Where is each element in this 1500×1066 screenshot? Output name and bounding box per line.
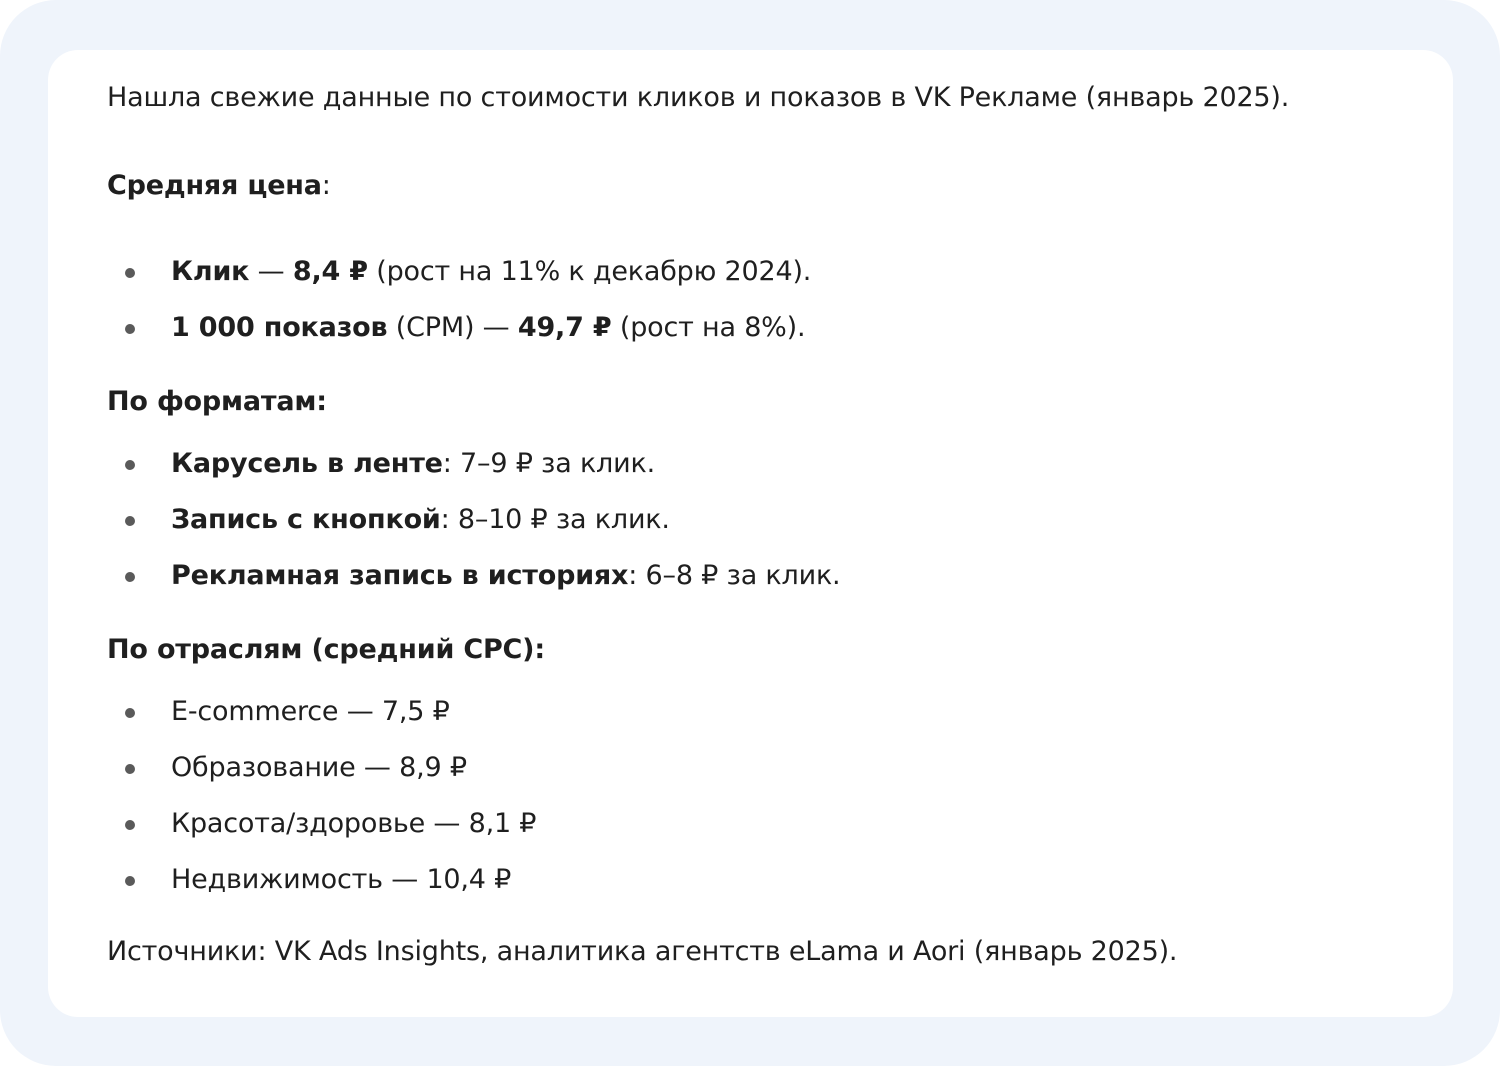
list-item-bold: 1 000 показов [171, 312, 388, 343]
list-item-text: — [249, 256, 293, 287]
list-item [107, 436, 840, 492]
bullet-dot-icon [125, 764, 135, 774]
list-item [107, 492, 840, 548]
list-item-text: : 8–10 ₽ за клик. [440, 504, 670, 535]
bullet-dot-icon [125, 572, 135, 582]
bullet-dot-icon [125, 324, 135, 334]
bullet-dot-icon [125, 268, 135, 278]
heading-formats-bold: По форматам: [107, 386, 327, 417]
list-item [107, 300, 811, 356]
list-item-text: Недвижимость — 10,4 ₽ [171, 864, 512, 895]
list-item-text: : 6–8 ₽ за клик. [628, 560, 841, 591]
list-item-bold: Рекламная запись в историях [171, 560, 629, 591]
heading-industries-bold: По отраслям (средний CPC): [107, 634, 545, 665]
list-item-text: : 7–9 ₽ за клик. [442, 448, 655, 479]
list-item-bold: Карусель в ленте [171, 448, 443, 479]
list-item-text: (CPM) — [387, 312, 518, 343]
bullet-dot-icon [125, 460, 135, 470]
list-item-bold: Запись с кнопкой [171, 504, 441, 535]
heading-industries [107, 630, 545, 670]
bullet-dot-icon [125, 876, 135, 886]
list-item-text-tail: (рост на 11% к декабрю 2024). [367, 256, 812, 287]
list-item-bold: Клик [171, 256, 250, 287]
list-item [107, 684, 536, 740]
list-item [107, 852, 536, 908]
list-item-text-tail: (рост на 8%). [611, 312, 806, 343]
list-item [107, 796, 536, 852]
industries-list [107, 684, 536, 908]
bullet-dot-icon [125, 516, 135, 526]
list-item-bold-value: 8,4 ₽ [292, 256, 368, 287]
sources-text: Источники: VK Ads Insights, аналитика агентств eLama и Aori (январь 2025). [107, 936, 1178, 967]
bullet-dot-icon [125, 820, 135, 830]
heading-average-price-colon: : [321, 170, 331, 201]
bullet-dot-icon [125, 708, 135, 718]
list-item-text: E-commerce — 7,5 ₽ [171, 696, 450, 727]
average-price-list [107, 244, 811, 356]
list-item-text: Красота/здоровье — 8,1 ₽ [171, 808, 537, 839]
list-item-bold-value: 49,7 ₽ [517, 312, 612, 343]
list-item [107, 244, 811, 300]
list-item [107, 740, 536, 796]
list-item-text: Образование — 8,9 ₽ [171, 752, 467, 783]
heading-formats [107, 382, 327, 422]
heading-average-price [107, 166, 331, 206]
heading-average-price-bold: Средняя цена [107, 170, 322, 201]
list-item [107, 548, 840, 604]
chat-message-card [48, 50, 1453, 1017]
formats-list [107, 436, 840, 604]
intro-text: Нашла свежие данные по стоимости кликов и показов в VK Рекламе (январь 2025). [107, 82, 1290, 113]
